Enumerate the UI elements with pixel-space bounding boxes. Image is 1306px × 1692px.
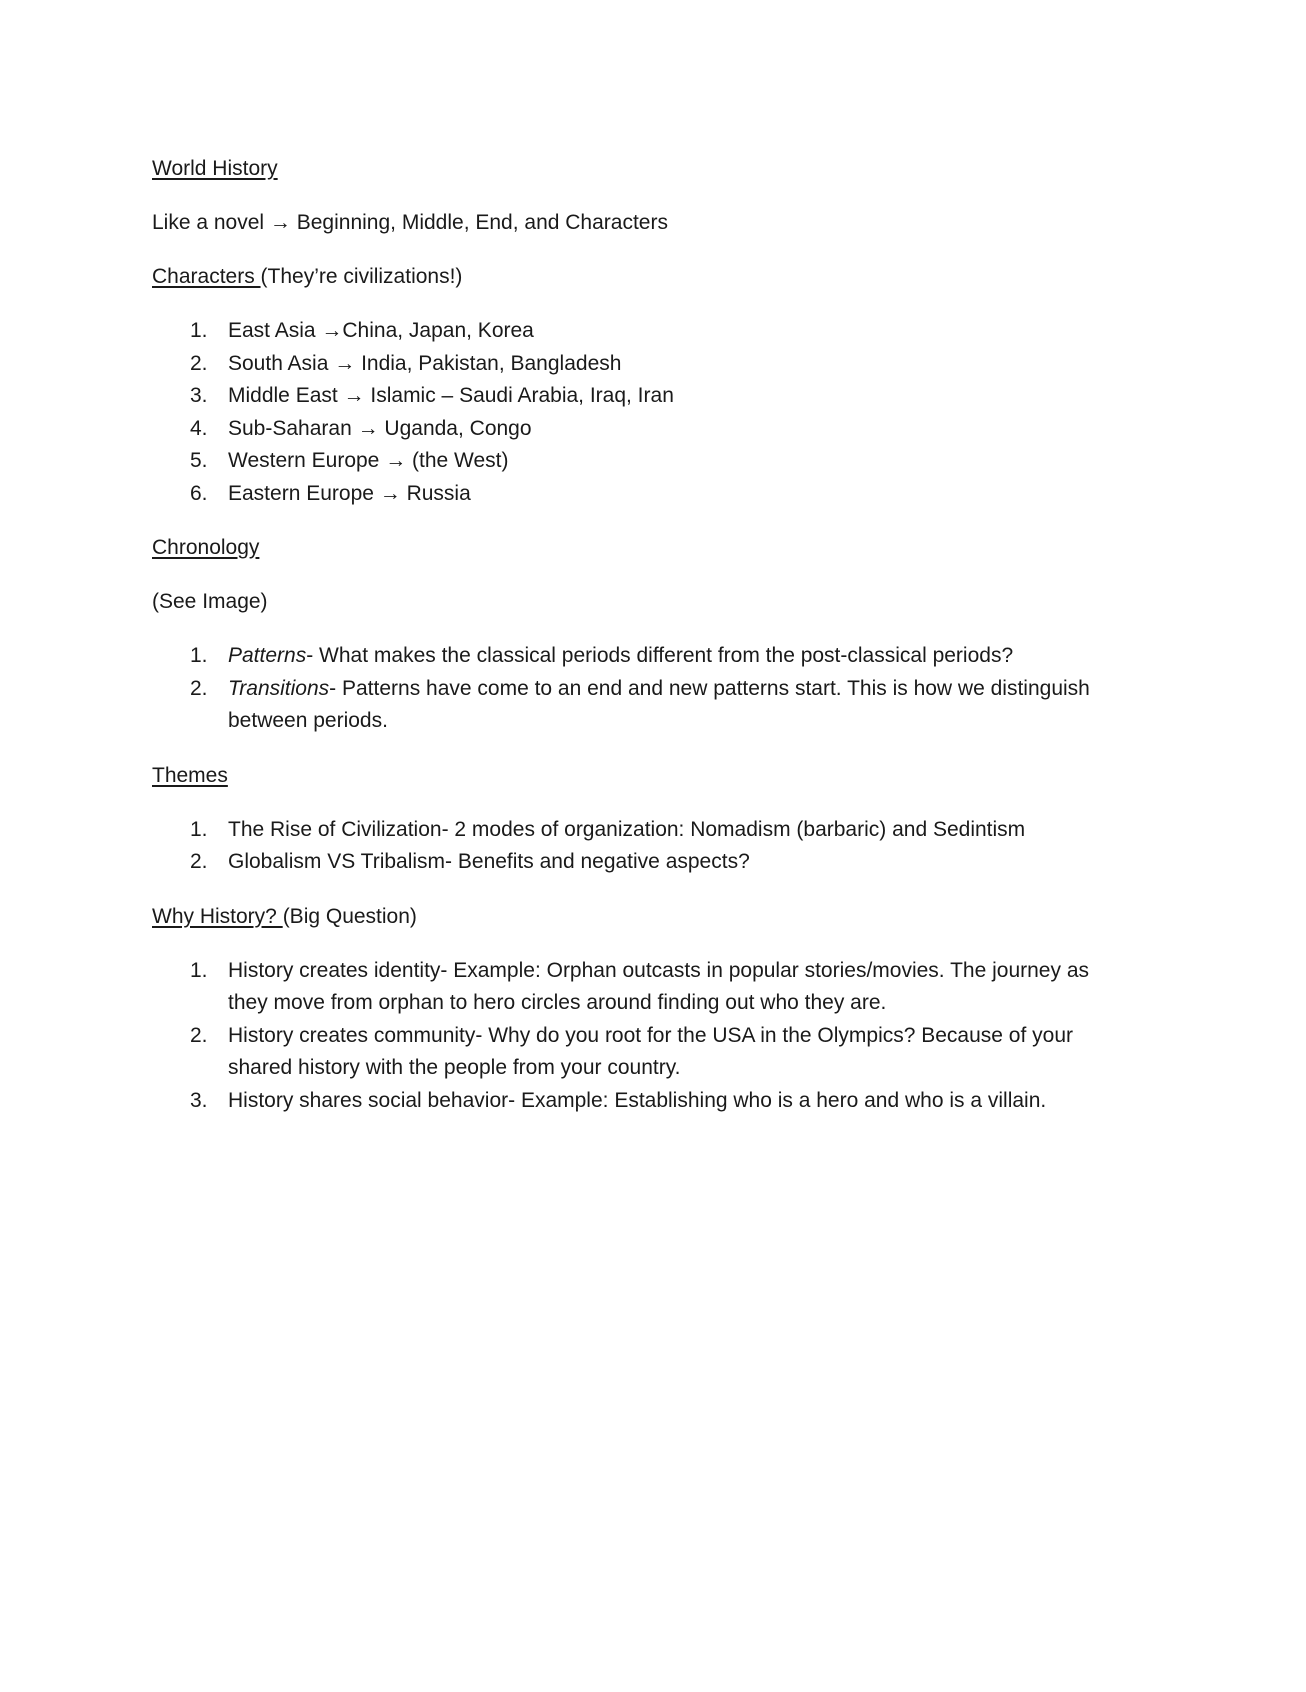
list-item — [152, 1020, 1132, 1085]
list-item-text: Middle East → Islamic – Saudi Arabia, Iraq, Iran — [228, 384, 674, 407]
list-item-text: History creates identity- Example: Orphan outcasts in popular stories/movies. The journey as they move from orphan to hero circles around finding out who they are. — [228, 958, 1089, 1014]
why-history-list — [152, 955, 1132, 1118]
list-number: 1. — [190, 958, 208, 982]
list-item-text: - What makes the classical periods different from the post-classical periods? — [306, 644, 1014, 667]
why-history-heading — [152, 901, 1132, 933]
chronology-list — [152, 640, 1132, 738]
list-item — [152, 380, 1132, 413]
themes-heading — [152, 760, 1132, 792]
characters-heading-note: (They’re civilizations!) — [260, 265, 463, 288]
list-number: 2. — [190, 351, 208, 375]
list-item-text: The Rise of Civilization- 2 modes of organization: Nomadism (barbaric) and Sedintism — [228, 817, 1026, 841]
list-number: 3. — [190, 384, 208, 407]
list-number: 1. — [190, 644, 208, 667]
list-item-text: Globalism VS Tribalism- Benefits and negative aspects? — [228, 850, 750, 873]
list-item — [152, 1085, 1132, 1118]
characters-heading — [152, 261, 1132, 293]
list-item-text: Sub-Saharan → Uganda, Congo — [228, 416, 532, 440]
doc-title-text: World History — [152, 157, 278, 180]
list-item-term: Patterns — [228, 644, 307, 667]
list-item-text: Western Europe → (the West) — [228, 449, 509, 472]
list-number: 6. — [190, 481, 208, 505]
list-number: 2. — [190, 1023, 208, 1047]
chronology-heading — [152, 532, 1132, 564]
list-item — [152, 478, 1132, 511]
list-number: 2. — [190, 850, 208, 873]
chronology-heading-label: Chronology — [152, 536, 260, 559]
document-body — [152, 153, 1132, 1117]
characters-list — [152, 315, 1132, 510]
list-item-term: Transitions — [228, 676, 330, 700]
chronology-note: (See Image) — [152, 590, 268, 613]
list-item-text: History shares social behavior- Example: Establishing who is a hero and who is a villain. — [228, 1088, 1047, 1112]
list-number: 4. — [190, 416, 208, 440]
intro-line: Like a novel → Beginning, Middle, End, and Characters — [152, 211, 668, 234]
list-item-text: History creates community- Why do you root for the USA in the Olympics? Because of your shared history with the people from your country. — [228, 1023, 1074, 1079]
list-number: 1. — [190, 319, 208, 342]
why-history-heading-label: Why History? — [152, 904, 283, 928]
list-item-text: East Asia →China, Japan, Korea — [228, 319, 534, 342]
list-item — [152, 348, 1132, 381]
list-item-text: South Asia → India, Pakistan, Bangladesh — [228, 351, 622, 375]
list-item — [152, 640, 1132, 673]
list-item — [152, 673, 1132, 738]
list-number: 1. — [190, 817, 208, 841]
doc-title — [152, 153, 1132, 185]
list-number: 2. — [190, 676, 208, 700]
why-history-heading-note: (Big Question) — [282, 904, 417, 928]
characters-heading-label: Characters — [152, 265, 261, 288]
list-item — [152, 315, 1132, 348]
list-item — [152, 955, 1132, 1020]
themes-list — [152, 814, 1132, 879]
list-item-text: - Patterns have come to an end and new patterns start. This is how we distinguish between periods. — [228, 676, 1090, 732]
list-number: 5. — [190, 449, 208, 472]
list-item — [152, 814, 1132, 847]
list-item-text: Eastern Europe → Russia — [228, 481, 471, 505]
list-item — [152, 846, 1132, 879]
list-item — [152, 445, 1132, 478]
list-item — [152, 413, 1132, 446]
list-number: 3. — [190, 1088, 208, 1112]
themes-heading-label: Themes — [152, 763, 228, 787]
